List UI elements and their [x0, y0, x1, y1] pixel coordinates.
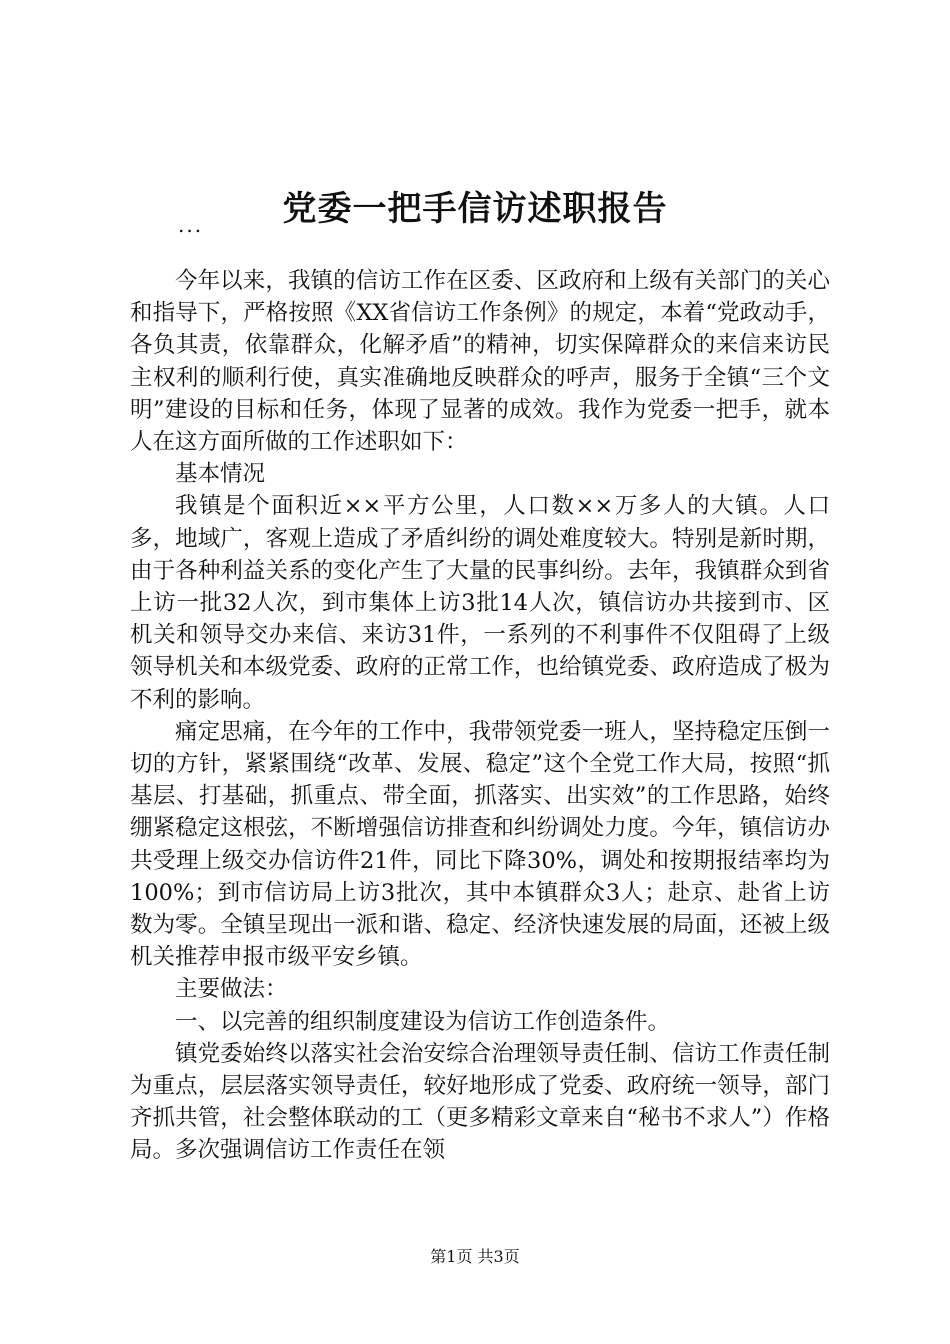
subheading-organization: 一、以完善的组织制度建设为信访工作创造条件。: [175, 1008, 671, 1035]
page-footer: 第1页 共3页: [430, 1247, 520, 1266]
document-body: [130, 265, 830, 1167]
paragraph-organization: 镇党委始终以落实社会治安综合治理领导责任制、信访工作责任制为重点，层层落实领导责任，较好地形成了党委、政府统一领导，部门齐抓共管，社会整体联动的工（更多精彩文章来自“秘书不求人”）作格局。多次强调信访工作责任在领: [130, 1040, 830, 1164]
paragraph-intro: 今年以来，我镇的信访工作在区委、区政府和上级有关部门的关心和指导下，严格按照《XX省信访工作条例》的规定，本着“党政动手，各负其责，依靠群众，化解矛盾”的精神，切实保障群众的来信来访民主权利的顺利行使，真实准确地反映群众的呼声，服务于全镇“三个文明”建设的目标和任务，体现了显著的成效。我作为党委一把手，就本人在这方面所做的工作述职如下：: [130, 268, 830, 456]
section-heading-basic-situation: 基本情况: [175, 461, 266, 488]
paragraph-basic-situation: 我镇是个面积近××平方公里，人口数××万多人的大镇。人口多，地域广，客观上造成了矛盾纠纷的调处难度较大。特别是新时期，由于各种利益关系的变化产生了大量的民事纠纷。去年，我镇群众到省上访一批32人次，到市集体上访3批14人次，镇信访办共接到市、区机关和领导交办来信、来访31件，一系列的不利事件不仅阻碍了上级领导机关和本级党委、政府的正常工作，也给镇党委、政府造成了极为不利的影响。: [130, 493, 830, 713]
paragraph-this-year: 痛定思痛，在今年的工作中，我带领党委一班人，坚持稳定压倒一切的方针，紧紧围绕“改革、发展、稳定”这个全党工作大局，按照“抓基层、打基础，抓重点、带全面，抓落实、出实效”的工作思路，始终绷紧稳定这根弦，不断增强信访排查和纠纷调处力度。今年，镇信访办共受理上级交办信访件21件，同比下降30%，调处和按期报结率均为100%；到市信访局上访3批次，其中本镇群众3人；赴京、赴省上访数为零。全镇呈现出一派和谐、稳定、经济快速发展的局面，还被上级机关推荐申报市级平安乡镇。: [130, 718, 830, 971]
ellipsis-text: ...: [178, 213, 204, 237]
document-title: 党委一把手信访述职报告: [282, 189, 668, 229]
section-heading-main-practices: 主要做法：: [175, 976, 288, 1003]
